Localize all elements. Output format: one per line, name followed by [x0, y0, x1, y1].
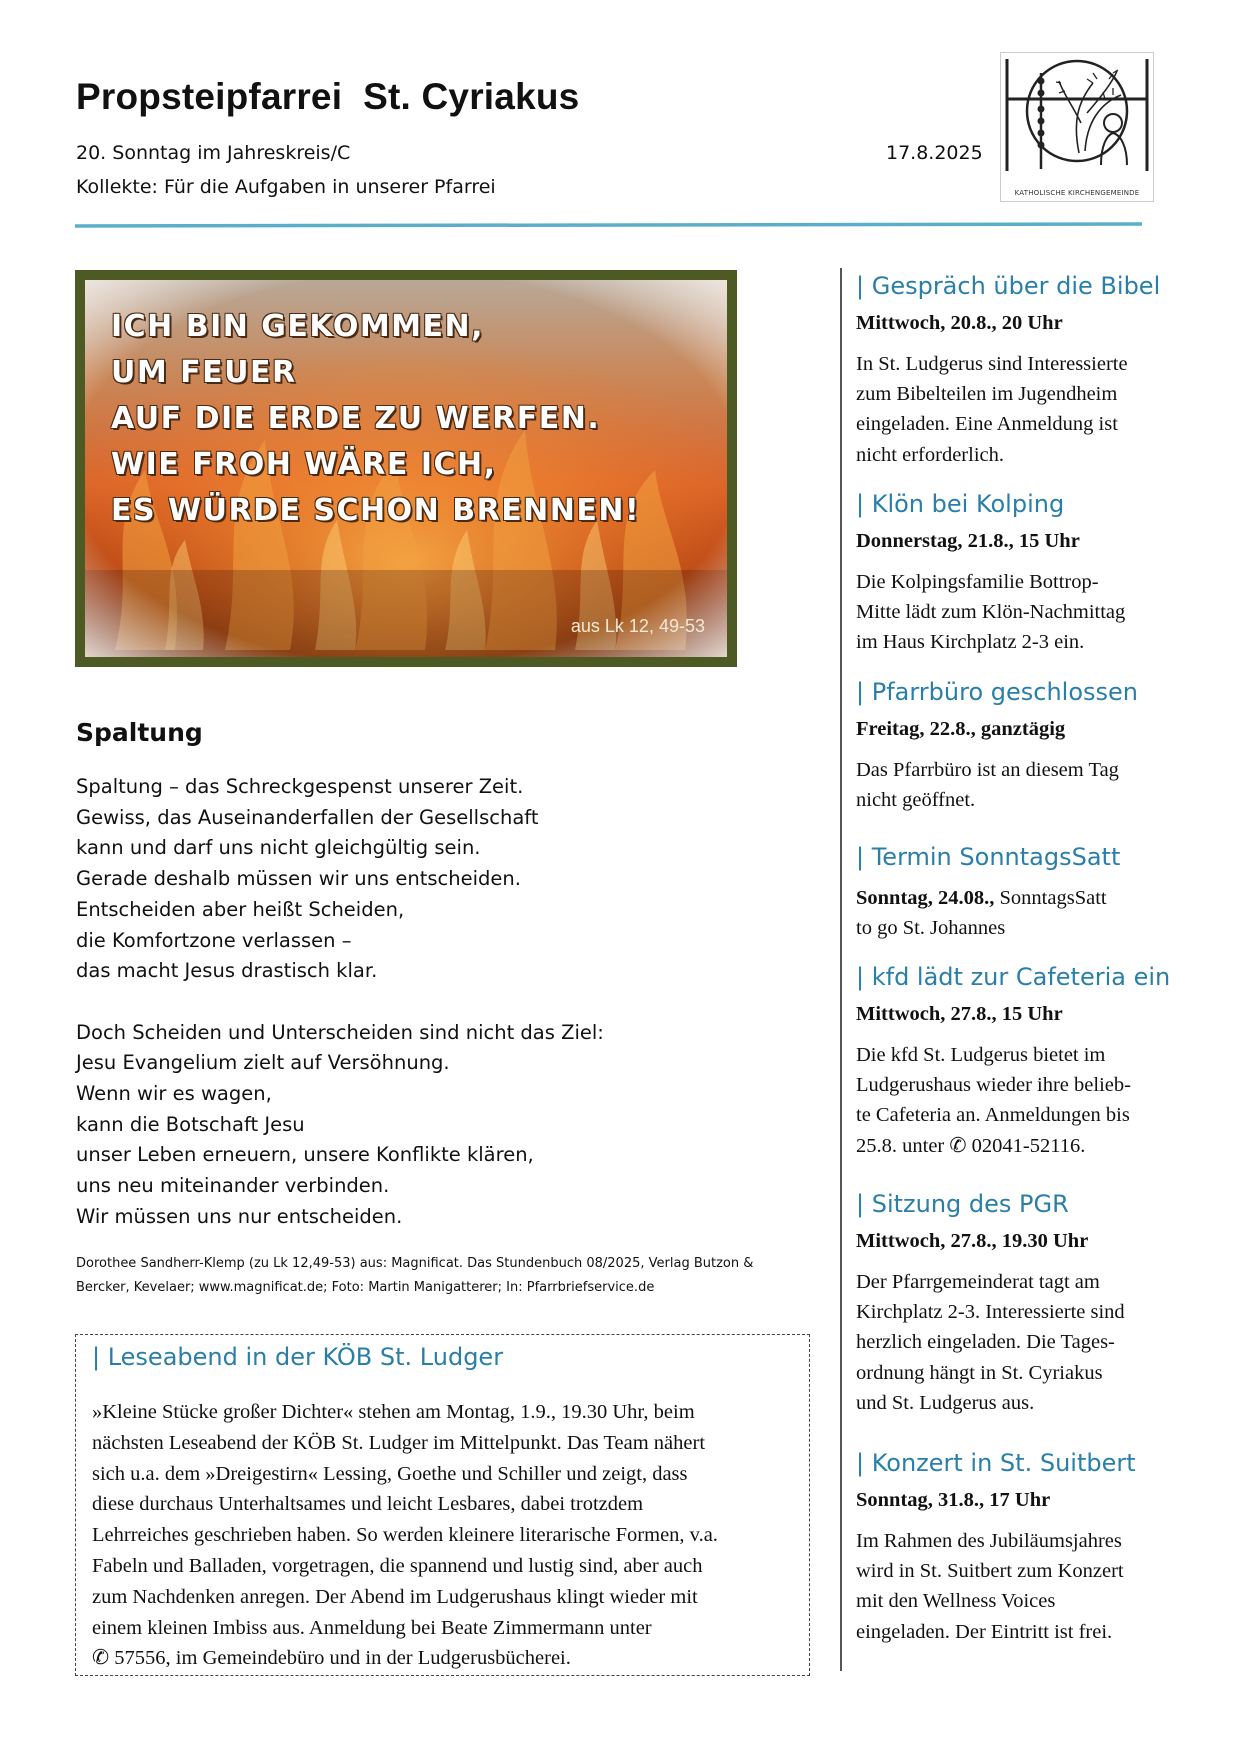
- event-line: Das Pfarrbüro ist an diesem Tag: [856, 759, 1119, 781]
- event-description: [856, 883, 1176, 943]
- event-line: wird in St. Suitbert zum Konzert: [856, 1560, 1124, 1583]
- event-heading: | Termin SonntagsSatt: [856, 843, 1121, 871]
- reflection-text: [76, 772, 604, 1233]
- sidebar-divider: [840, 268, 842, 1671]
- logo-caption: KATHOLISCHE KIRCHENGEMEINDE: [1014, 189, 1140, 197]
- reflection-line: Gewiss, das Auseinanderfallen der Gesellschaft: [76, 805, 539, 829]
- reading-evening-box: [75, 1334, 810, 1676]
- hero-quote-line: UM FEUER: [111, 355, 297, 390]
- hero-quote-line: WIE FROH WÄRE ICH,: [111, 447, 497, 482]
- source-credits: Dorothee Sandherr-Klemp (zu Lk 12,49-53) aus: Magnificat. Das Stundenbuch 08/2025, Verlag Butzon & Bercker, Kevelaer; www.magnificat.de; Foto: Martin Manigatterer; In: Pfarrbriefservice.de: [76, 1256, 754, 1295]
- reflection-line: das macht Jesus drastisch klar.: [76, 959, 378, 983]
- event-date-rest: SonntagsSatt: [994, 887, 1107, 909]
- event-line: Die Kolpingsfamilie Bottrop-: [856, 571, 1099, 593]
- event-line: 25.8. unter ✆ 02041-52116.: [856, 1134, 1086, 1157]
- event-line: In St. Ludgerus sind Interessierte: [856, 353, 1128, 375]
- event-line: nicht geöffnet.: [856, 789, 976, 812]
- reflection-line: Gerade deshalb müssen wir uns entscheiden.: [76, 867, 521, 891]
- reading-line: nächsten Leseabend der KÖB St. Ludger im Mittelpunkt. Das Team nähert: [92, 1431, 706, 1454]
- event-line: Im Rahmen des Jubiläumsjahres: [856, 1530, 1122, 1552]
- event-line: to go St. Johannes: [856, 917, 1006, 940]
- event-heading: | Konzert in St. Suitbert: [856, 1449, 1136, 1477]
- reflection-line: Doch Scheiden und Unterscheiden sind nicht das Ziel:: [76, 1020, 604, 1044]
- event-description: [856, 1267, 1176, 1418]
- event-pgr-meeting: [856, 1190, 1176, 1418]
- reading-line: zum Nachdenken anregen. Der Abend im Ludgerushaus klingt wieder mit: [92, 1585, 698, 1608]
- event-date: Mittwoch, 27.8., 15 Uhr: [856, 1003, 1063, 1025]
- event-line: Ludgerushaus wieder ihre belieb-: [856, 1074, 1131, 1097]
- issue-date: 17.8.2025: [886, 142, 983, 164]
- event-heading: | Sitzung des PGR: [856, 1190, 1069, 1218]
- reflection-line: Spaltung – das Schreckgespenst unserer Zeit.: [76, 775, 524, 798]
- stanza-gap: [76, 987, 604, 1018]
- event-line: nicht erforderlich.: [856, 443, 1004, 466]
- event-line: eingeladen. Der Eintritt ist frei.: [856, 1620, 1113, 1643]
- event-line: Der Pfarrgemeinderat tagt am: [856, 1271, 1100, 1293]
- reading-line: Lehrreiches geschrieben haben. So werden kleinere literarische Formen, v.a.: [92, 1524, 718, 1547]
- event-line: mit den Wellness Voices: [856, 1590, 1056, 1613]
- reading-evening-heading: | Leseabend in der KÖB St. Ludger: [92, 1343, 504, 1371]
- reflection-line: kann die Botschaft Jesu: [76, 1112, 305, 1136]
- event-description: [856, 1526, 1176, 1647]
- event-kfd-cafeteria: [856, 963, 1176, 1161]
- reflection-line: Jesu Evangelium zielt auf Versöhnung.: [76, 1051, 450, 1075]
- scripture-fire-image: [75, 270, 737, 667]
- reflection-line: kann und darf uns nicht gleichgültig sein.: [76, 836, 481, 860]
- page-title: Propsteipfarrei St. Cyriakus: [76, 76, 580, 117]
- event-line: herzlich eingeladen. Die Tages-: [856, 1331, 1115, 1354]
- collection-note: Kollekte: Für die Aufgaben in unserer Pfarrei: [76, 176, 496, 198]
- reading-line: »Kleine Stücke großer Dichter« stehen am Montag, 1.9., 19.30 Uhr, beim: [92, 1401, 695, 1423]
- reflection-line: unser Leben erneuern, unsere Konflikte klären,: [76, 1143, 534, 1167]
- reflection-line: Wir müssen uns nur entscheiden.: [76, 1204, 403, 1228]
- event-date: Mittwoch, 20.8., 20 Uhr: [856, 312, 1063, 334]
- event-date: Freitag, 22.8., ganztägig: [856, 718, 1066, 740]
- event-description: [856, 567, 1176, 658]
- reflection-line: Wenn wir es wagen,: [76, 1082, 272, 1106]
- hero-quote-line: AUF DIE ERDE ZU WERFEN.: [111, 401, 601, 436]
- reading-line: Fabeln und Balladen, vorgetragen, die spannend und lustig sind, aber auch: [92, 1554, 703, 1577]
- reading-line: diese durchaus Unterhaltsames und leicht Lesbares, dabei trotzdem: [92, 1493, 644, 1516]
- event-date: Donnerstag, 21.8., 15 Uhr: [856, 530, 1080, 552]
- event-line: Kirchplatz 2-3. Interessierte sind: [856, 1301, 1125, 1324]
- event-line: Mitte lädt zum Klön-Nachmittag: [856, 601, 1126, 624]
- event-date: Sonntag, 24.08.,: [856, 887, 995, 909]
- hero-reference: aus Lk 12, 49-53: [570, 616, 705, 636]
- reading-evening-text: [92, 1397, 797, 1674]
- event-heading: | kfd lädt zur Cafeteria ein: [856, 963, 1171, 991]
- reading-line: einem kleinen Imbiss aus. Anmeldung bei Beate Zimmermann unter: [92, 1616, 652, 1639]
- event-date: Sonntag, 31.8., 17 Uhr: [856, 1489, 1051, 1511]
- liturgical-sunday: 20. Sonntag im Jahreskreis/C: [76, 142, 351, 164]
- event-concert: [856, 1449, 1176, 1647]
- event-line: und St. Ludgerus aus.: [856, 1391, 1035, 1414]
- event-line: zum Bibelteilen im Jugendheim: [856, 383, 1118, 406]
- event-date: Mittwoch, 27.8., 19.30 Uhr: [856, 1230, 1089, 1252]
- hero-quote-line: ICH BIN GEKOMMEN,: [111, 309, 485, 344]
- event-description: [856, 349, 1176, 470]
- reflection-line: Entscheiden aber heißt Scheiden,: [76, 897, 405, 921]
- hero-quote: [111, 304, 640, 534]
- event-bible-talk: [856, 272, 1176, 470]
- event-line: eingeladen. Eine Anmeldung ist: [856, 413, 1118, 436]
- hero-quote-line: ES WÜRDE SCHON BRENNEN!: [111, 493, 641, 528]
- st-cyriakus-logo-icon: [1001, 53, 1153, 177]
- event-description: [856, 755, 1176, 815]
- reflection-line: uns neu miteinander verbinden.: [76, 1174, 390, 1198]
- event-office-closed: [856, 678, 1176, 815]
- event-line: ordnung hängt in St. Cyriakus: [856, 1361, 1103, 1384]
- reading-line: ✆ 57556, im Gemeindebüro und in der Ludgerusbücherei.: [92, 1647, 571, 1670]
- event-line: im Haus Kirchplatz 2-3 ein.: [856, 631, 1085, 654]
- event-heading: | Klön bei Kolping: [856, 490, 1065, 518]
- event-kolping: [856, 490, 1176, 658]
- event-line: [856, 883, 1176, 913]
- event-description: [856, 1040, 1176, 1161]
- event-line: te Cafeteria an. Anmeldungen bis: [856, 1104, 1130, 1127]
- reading-line: sich u.a. dem »Dreigestirn« Lessing, Goethe und Schiller und zeigt, dass: [92, 1462, 688, 1485]
- event-heading: | Pfarrbüro geschlossen: [856, 678, 1138, 706]
- event-line: Die kfd St. Ludgerus bietet im: [856, 1044, 1106, 1066]
- reflection-heading: Spaltung: [76, 718, 203, 747]
- event-heading: | Gespräch über die Bibel: [856, 272, 1161, 300]
- parish-logo: [1000, 52, 1154, 202]
- reflection-line: die Komfortzone verlassen –: [76, 928, 352, 952]
- event-sonntagssatt: [856, 843, 1176, 943]
- header-divider: [75, 222, 1142, 228]
